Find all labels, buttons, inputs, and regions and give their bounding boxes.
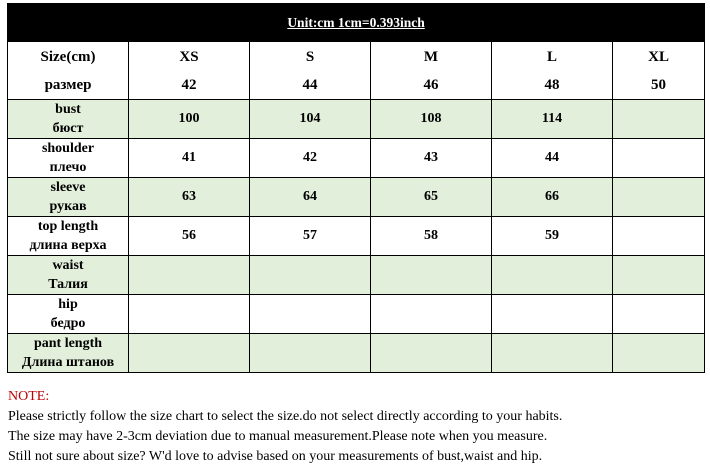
value-cell: 64 xyxy=(250,178,371,217)
value-cell: 58 xyxy=(371,217,492,256)
size-ru: 48 xyxy=(544,76,560,93)
value-cell xyxy=(129,334,250,373)
size-name: L xyxy=(546,48,557,65)
value-cell: 57 xyxy=(250,217,371,256)
value-cell xyxy=(129,295,250,334)
size-label-en: Size(cm) xyxy=(40,48,96,65)
value-cell: 44 xyxy=(492,139,613,178)
value-cell: 59 xyxy=(492,217,613,256)
label-ru: плечо xyxy=(49,160,87,175)
title-row xyxy=(8,4,705,42)
size-name: XS xyxy=(179,48,199,65)
value-cell xyxy=(492,256,613,295)
row-pant-length xyxy=(8,334,705,373)
value-cell: 114 xyxy=(492,100,613,139)
row-label xyxy=(8,100,129,139)
value-cell xyxy=(129,256,250,295)
row-label xyxy=(8,334,129,373)
row-bust xyxy=(8,100,705,139)
size-name: XL xyxy=(648,48,669,65)
row-shoulder xyxy=(8,139,705,178)
size-header-row xyxy=(8,42,705,100)
size-chart-table xyxy=(7,3,705,373)
value-cell: 100 xyxy=(129,100,250,139)
label-en: pant length xyxy=(33,336,103,351)
unit-title: Unit:cm 1cm=0.393inch xyxy=(8,4,705,42)
value-cell xyxy=(371,295,492,334)
size-label-cell xyxy=(8,42,129,100)
value-cell: 43 xyxy=(371,139,492,178)
value-cell xyxy=(613,139,705,178)
label-ru: длина верха xyxy=(29,238,107,253)
value-cell: 65 xyxy=(371,178,492,217)
label-ru: Длина штанов xyxy=(21,355,115,370)
label-en: top length xyxy=(37,219,99,234)
size-name: S xyxy=(305,48,315,65)
label-en: bust xyxy=(55,102,81,117)
value-cell xyxy=(250,256,371,295)
size-ru: 46 xyxy=(423,76,439,93)
label-ru: бедро xyxy=(50,316,86,331)
size-m-cell xyxy=(371,42,492,100)
label-en: waist xyxy=(52,258,84,273)
size-l-cell xyxy=(492,42,613,100)
note-line: The size may have 2-3cm deviation due to manual measurement.Please note when you measure. xyxy=(8,429,548,444)
size-s-cell xyxy=(250,42,371,100)
value-cell xyxy=(613,334,705,373)
row-label xyxy=(8,139,129,178)
value-cell xyxy=(613,100,705,139)
row-waist xyxy=(8,256,705,295)
value-cell xyxy=(250,295,371,334)
label-en: sleeve xyxy=(50,180,86,195)
row-label xyxy=(8,217,129,256)
row-top-length xyxy=(8,217,705,256)
row-label xyxy=(8,256,129,295)
notes-block xyxy=(8,387,562,467)
value-cell: 41 xyxy=(129,139,250,178)
value-cell xyxy=(492,334,613,373)
size-name: M xyxy=(423,48,439,65)
value-cell xyxy=(613,256,705,295)
label-ru: бюст xyxy=(52,121,84,136)
note-line: Please strictly follow the size chart to select the size.do not select directly according to your habits. xyxy=(8,409,563,424)
value-cell xyxy=(371,256,492,295)
value-cell xyxy=(613,178,705,217)
size-xs-cell xyxy=(129,42,250,100)
size-ru: 42 xyxy=(181,76,197,93)
value-cell xyxy=(613,217,705,256)
label-ru: рукав xyxy=(49,199,87,214)
row-label xyxy=(8,295,129,334)
label-ru: Талия xyxy=(48,277,88,292)
size-label-ru: размер xyxy=(44,76,92,93)
value-cell: 66 xyxy=(492,178,613,217)
note-line: Still not sure about size? W'd love to advise based on your measurements of bust,waist and hip. xyxy=(8,449,543,464)
row-label xyxy=(8,178,129,217)
size-xl-cell xyxy=(613,42,705,100)
value-cell: 104 xyxy=(250,100,371,139)
size-ru: 50 xyxy=(651,76,667,93)
size-ru: 44 xyxy=(302,76,318,93)
value-cell xyxy=(371,334,492,373)
value-cell xyxy=(492,295,613,334)
row-hip xyxy=(8,295,705,334)
row-sleeve xyxy=(8,178,705,217)
value-cell: 42 xyxy=(250,139,371,178)
value-cell xyxy=(250,334,371,373)
value-cell xyxy=(613,295,705,334)
label-en: hip xyxy=(58,297,78,312)
value-cell: 56 xyxy=(129,217,250,256)
value-cell: 108 xyxy=(371,100,492,139)
note-title: NOTE: xyxy=(8,389,50,404)
label-en: shoulder xyxy=(41,141,95,156)
value-cell: 63 xyxy=(129,178,250,217)
